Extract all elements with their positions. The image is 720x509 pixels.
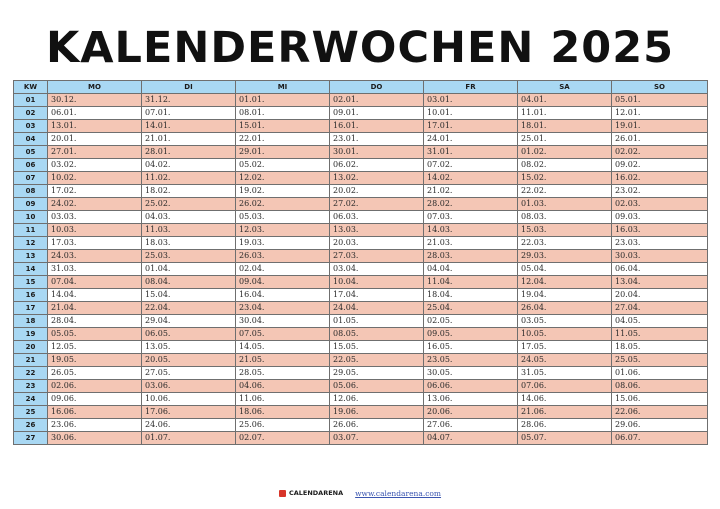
- day-cell: 07.01.: [142, 107, 236, 120]
- week-number: 12: [14, 237, 48, 250]
- day-cell: 15.03.: [518, 224, 612, 237]
- header-sa: SA: [518, 81, 612, 94]
- day-cell: 29.01.: [236, 146, 330, 159]
- day-cell: 27.06.: [424, 419, 518, 432]
- week-number: 19: [14, 328, 48, 341]
- day-cell: 04.03.: [142, 211, 236, 224]
- day-cell: 09.06.: [48, 393, 142, 406]
- day-cell: 25.06.: [236, 419, 330, 432]
- day-cell: 11.03.: [142, 224, 236, 237]
- day-cell: 09.02.: [612, 159, 708, 172]
- day-cell: 24.06.: [142, 419, 236, 432]
- day-cell: 13.01.: [48, 120, 142, 133]
- header-mo: MO: [48, 81, 142, 94]
- day-cell: 05.06.: [330, 380, 424, 393]
- day-cell: 10.03.: [48, 224, 142, 237]
- day-cell: 12.02.: [236, 172, 330, 185]
- day-cell: 26.02.: [236, 198, 330, 211]
- header-so: SO: [612, 81, 708, 94]
- week-number: 27: [14, 432, 48, 445]
- day-cell: 02.07.: [236, 432, 330, 445]
- week-number: 13: [14, 250, 48, 263]
- day-cell: 11.02.: [142, 172, 236, 185]
- day-cell: 19.03.: [236, 237, 330, 250]
- day-cell: 03.04.: [330, 263, 424, 276]
- day-cell: 08.05.: [330, 328, 424, 341]
- day-cell: 22.03.: [518, 237, 612, 250]
- day-cell: 28.03.: [424, 250, 518, 263]
- week-row: [14, 341, 708, 354]
- day-cell: 29.05.: [330, 367, 424, 380]
- week-number: 05: [14, 146, 48, 159]
- day-cell: 29.04.: [142, 315, 236, 328]
- day-cell: 13.04.: [612, 276, 708, 289]
- calendar-table: [13, 80, 708, 445]
- week-row: [14, 133, 708, 146]
- day-cell: 16.06.: [48, 406, 142, 419]
- day-cell: 14.06.: [518, 393, 612, 406]
- day-cell: 18.01.: [518, 120, 612, 133]
- calendar-body: [14, 94, 708, 445]
- week-row: [14, 250, 708, 263]
- day-cell: 14.05.: [236, 341, 330, 354]
- page-title: KALENDERWOCHEN 2025: [45, 23, 675, 73]
- day-cell: 03.03.: [48, 211, 142, 224]
- header-kw: KW: [14, 81, 48, 94]
- day-cell: 27.03.: [330, 250, 424, 263]
- day-cell: 10.05.: [518, 328, 612, 341]
- day-cell: 15.01.: [236, 120, 330, 133]
- day-cell: 23.06.: [48, 419, 142, 432]
- day-cell: 15.06.: [612, 393, 708, 406]
- day-cell: 08.02.: [518, 159, 612, 172]
- day-cell: 29.06.: [612, 419, 708, 432]
- day-cell: 08.06.: [612, 380, 708, 393]
- day-cell: 01.04.: [142, 263, 236, 276]
- week-row: [14, 380, 708, 393]
- week-number: 03: [14, 120, 48, 133]
- day-cell: 15.05.: [330, 341, 424, 354]
- week-row: [14, 419, 708, 432]
- day-cell: 02.05.: [424, 315, 518, 328]
- day-cell: 13.03.: [330, 224, 424, 237]
- day-cell: 22.06.: [612, 406, 708, 419]
- day-cell: 17.01.: [424, 120, 518, 133]
- day-cell: 31.01.: [424, 146, 518, 159]
- day-cell: 27.04.: [612, 302, 708, 315]
- day-cell: 30.12.: [48, 94, 142, 107]
- day-cell: 30.01.: [330, 146, 424, 159]
- day-cell: 19.06.: [330, 406, 424, 419]
- day-cell: 11.01.: [518, 107, 612, 120]
- day-cell: 24.05.: [518, 354, 612, 367]
- day-cell: 10.04.: [330, 276, 424, 289]
- day-cell: 18.03.: [142, 237, 236, 250]
- day-cell: 07.03.: [424, 211, 518, 224]
- day-cell: 13.05.: [142, 341, 236, 354]
- day-cell: 30.03.: [612, 250, 708, 263]
- week-number: 22: [14, 367, 48, 380]
- day-cell: 30.04.: [236, 315, 330, 328]
- week-number: 07: [14, 172, 48, 185]
- week-number: 17: [14, 302, 48, 315]
- header-do: DO: [330, 81, 424, 94]
- week-row: [14, 289, 708, 302]
- day-cell: 10.01.: [424, 107, 518, 120]
- day-cell: 24.04.: [330, 302, 424, 315]
- day-cell: 18.05.: [612, 341, 708, 354]
- week-number: 06: [14, 159, 48, 172]
- day-cell: 26.05.: [48, 367, 142, 380]
- day-cell: 01.06.: [612, 367, 708, 380]
- day-cell: 04.05.: [612, 315, 708, 328]
- day-cell: 15.02.: [518, 172, 612, 185]
- day-cell: 27.01.: [48, 146, 142, 159]
- day-cell: 18.02.: [142, 185, 236, 198]
- day-cell: 25.02.: [142, 198, 236, 211]
- day-cell: 16.05.: [424, 341, 518, 354]
- day-cell: 20.05.: [142, 354, 236, 367]
- week-row: [14, 185, 708, 198]
- day-cell: 21.05.: [236, 354, 330, 367]
- day-cell: 22.05.: [330, 354, 424, 367]
- day-cell: 30.06.: [48, 432, 142, 445]
- day-cell: 17.03.: [48, 237, 142, 250]
- day-cell: 05.02.: [236, 159, 330, 172]
- day-cell: 01.02.: [518, 146, 612, 159]
- day-cell: 11.05.: [612, 328, 708, 341]
- brand-logo: [279, 489, 343, 497]
- day-cell: 09.01.: [330, 107, 424, 120]
- week-row: [14, 263, 708, 276]
- day-cell: 04.02.: [142, 159, 236, 172]
- day-cell: 08.04.: [142, 276, 236, 289]
- day-cell: 10.06.: [142, 393, 236, 406]
- day-cell: 20.03.: [330, 237, 424, 250]
- day-cell: 12.04.: [518, 276, 612, 289]
- week-row: [14, 198, 708, 211]
- week-row: [14, 302, 708, 315]
- day-cell: 06.05.: [142, 328, 236, 341]
- header-row: [14, 81, 708, 94]
- day-cell: 04.07.: [424, 432, 518, 445]
- day-cell: 09.04.: [236, 276, 330, 289]
- day-cell: 16.02.: [612, 172, 708, 185]
- day-cell: 12.03.: [236, 224, 330, 237]
- week-number: 02: [14, 107, 48, 120]
- day-cell: 12.01.: [612, 107, 708, 120]
- day-cell: 25.05.: [612, 354, 708, 367]
- day-cell: 12.05.: [48, 341, 142, 354]
- header-di: DI: [142, 81, 236, 94]
- day-cell: 31.12.: [142, 94, 236, 107]
- day-cell: 29.03.: [518, 250, 612, 263]
- day-cell: 26.04.: [518, 302, 612, 315]
- footer: [0, 487, 720, 499]
- day-cell: 24.03.: [48, 250, 142, 263]
- day-cell: 25.01.: [518, 133, 612, 146]
- day-cell: 04.01.: [518, 94, 612, 107]
- day-cell: 19.02.: [236, 185, 330, 198]
- day-cell: 06.01.: [48, 107, 142, 120]
- day-cell: 18.06.: [236, 406, 330, 419]
- day-cell: 17.05.: [518, 341, 612, 354]
- day-cell: 18.04.: [424, 289, 518, 302]
- day-cell: 02.03.: [612, 198, 708, 211]
- day-cell: 26.01.: [612, 133, 708, 146]
- day-cell: 28.01.: [142, 146, 236, 159]
- day-cell: 17.04.: [330, 289, 424, 302]
- day-cell: 17.02.: [48, 185, 142, 198]
- day-cell: 05.04.: [518, 263, 612, 276]
- day-cell: 05.03.: [236, 211, 330, 224]
- week-number: 10: [14, 211, 48, 224]
- day-cell: 24.02.: [48, 198, 142, 211]
- day-cell: 14.04.: [48, 289, 142, 302]
- week-number: 16: [14, 289, 48, 302]
- week-number: 21: [14, 354, 48, 367]
- brand-name: CALENDARENA: [288, 489, 344, 497]
- day-cell: 05.07.: [518, 432, 612, 445]
- week-row: [14, 276, 708, 289]
- day-cell: 24.01.: [424, 133, 518, 146]
- day-cell: 23.03.: [612, 237, 708, 250]
- day-cell: 21.02.: [424, 185, 518, 198]
- day-cell: 14.03.: [424, 224, 518, 237]
- day-cell: 23.01.: [330, 133, 424, 146]
- day-cell: 11.04.: [424, 276, 518, 289]
- calendar-icon: [279, 490, 286, 497]
- week-row: [14, 172, 708, 185]
- day-cell: 09.05.: [424, 328, 518, 341]
- day-cell: 17.06.: [142, 406, 236, 419]
- week-number: 26: [14, 419, 48, 432]
- day-cell: 26.06.: [330, 419, 424, 432]
- day-cell: 16.03.: [612, 224, 708, 237]
- day-cell: 20.01.: [48, 133, 142, 146]
- day-cell: 04.04.: [424, 263, 518, 276]
- day-cell: 28.06.: [518, 419, 612, 432]
- day-cell: 25.04.: [424, 302, 518, 315]
- day-cell: 21.03.: [424, 237, 518, 250]
- day-cell: 06.04.: [612, 263, 708, 276]
- day-cell: 30.05.: [424, 367, 518, 380]
- day-cell: 16.01.: [330, 120, 424, 133]
- day-cell: 22.04.: [142, 302, 236, 315]
- day-cell: 19.01.: [612, 120, 708, 133]
- day-cell: 20.04.: [612, 289, 708, 302]
- website-link[interactable]: www.calendarena.com: [355, 488, 442, 498]
- day-cell: 04.06.: [236, 380, 330, 393]
- day-cell: 01.01.: [236, 94, 330, 107]
- day-cell: 08.01.: [236, 107, 330, 120]
- day-cell: 07.02.: [424, 159, 518, 172]
- day-cell: 28.05.: [236, 367, 330, 380]
- day-cell: 20.06.: [424, 406, 518, 419]
- day-cell: 27.05.: [142, 367, 236, 380]
- week-row: [14, 315, 708, 328]
- day-cell: 14.02.: [424, 172, 518, 185]
- week-number: 01: [14, 94, 48, 107]
- day-cell: 14.01.: [142, 120, 236, 133]
- week-row: [14, 354, 708, 367]
- day-cell: 23.04.: [236, 302, 330, 315]
- day-cell: 22.01.: [236, 133, 330, 146]
- day-cell: 23.02.: [612, 185, 708, 198]
- week-row: [14, 237, 708, 250]
- day-cell: 06.07.: [612, 432, 708, 445]
- week-number: 18: [14, 315, 48, 328]
- day-cell: 06.02.: [330, 159, 424, 172]
- week-row: [14, 393, 708, 406]
- day-cell: 13.06.: [424, 393, 518, 406]
- header-fr: FR: [424, 81, 518, 94]
- day-cell: 07.04.: [48, 276, 142, 289]
- week-row: [14, 367, 708, 380]
- week-number: 14: [14, 263, 48, 276]
- day-cell: 01.07.: [142, 432, 236, 445]
- week-number: 09: [14, 198, 48, 211]
- day-cell: 19.05.: [48, 354, 142, 367]
- day-cell: 27.02.: [330, 198, 424, 211]
- day-cell: 06.03.: [330, 211, 424, 224]
- day-cell: 01.05.: [330, 315, 424, 328]
- day-cell: 31.05.: [518, 367, 612, 380]
- week-row: [14, 146, 708, 159]
- week-number: 23: [14, 380, 48, 393]
- day-cell: 21.06.: [518, 406, 612, 419]
- day-cell: 28.02.: [424, 198, 518, 211]
- week-number: 11: [14, 224, 48, 237]
- day-cell: 03.01.: [424, 94, 518, 107]
- week-row: [14, 120, 708, 133]
- week-row: [14, 224, 708, 237]
- day-cell: 12.06.: [330, 393, 424, 406]
- week-number: 24: [14, 393, 48, 406]
- day-cell: 03.05.: [518, 315, 612, 328]
- week-row: [14, 328, 708, 341]
- day-cell: 06.06.: [424, 380, 518, 393]
- week-row: [14, 211, 708, 224]
- day-cell: 11.06.: [236, 393, 330, 406]
- day-cell: 26.03.: [236, 250, 330, 263]
- day-cell: 15.04.: [142, 289, 236, 302]
- header-mi: MI: [236, 81, 330, 94]
- day-cell: 05.01.: [612, 94, 708, 107]
- day-cell: 31.03.: [48, 263, 142, 276]
- week-number: 04: [14, 133, 48, 146]
- day-cell: 21.01.: [142, 133, 236, 146]
- day-cell: 23.05.: [424, 354, 518, 367]
- day-cell: 07.05.: [236, 328, 330, 341]
- day-cell: 03.07.: [330, 432, 424, 445]
- day-cell: 13.02.: [330, 172, 424, 185]
- day-cell: 02.02.: [612, 146, 708, 159]
- day-cell: 05.05.: [48, 328, 142, 341]
- week-row: [14, 432, 708, 445]
- day-cell: 28.04.: [48, 315, 142, 328]
- day-cell: 22.02.: [518, 185, 612, 198]
- day-cell: 01.03.: [518, 198, 612, 211]
- day-cell: 09.03.: [612, 211, 708, 224]
- week-row: [14, 107, 708, 120]
- day-cell: 03.06.: [142, 380, 236, 393]
- day-cell: 25.03.: [142, 250, 236, 263]
- week-row: [14, 94, 708, 107]
- week-number: 25: [14, 406, 48, 419]
- day-cell: 19.04.: [518, 289, 612, 302]
- day-cell: 02.06.: [48, 380, 142, 393]
- week-number: 20: [14, 341, 48, 354]
- week-number: 15: [14, 276, 48, 289]
- day-cell: 07.06.: [518, 380, 612, 393]
- day-cell: 03.02.: [48, 159, 142, 172]
- day-cell: 08.03.: [518, 211, 612, 224]
- day-cell: 02.04.: [236, 263, 330, 276]
- day-cell: 20.02.: [330, 185, 424, 198]
- week-row: [14, 406, 708, 419]
- day-cell: 16.04.: [236, 289, 330, 302]
- day-cell: 02.01.: [330, 94, 424, 107]
- day-cell: 10.02.: [48, 172, 142, 185]
- week-number: 08: [14, 185, 48, 198]
- week-row: [14, 159, 708, 172]
- day-cell: 21.04.: [48, 302, 142, 315]
